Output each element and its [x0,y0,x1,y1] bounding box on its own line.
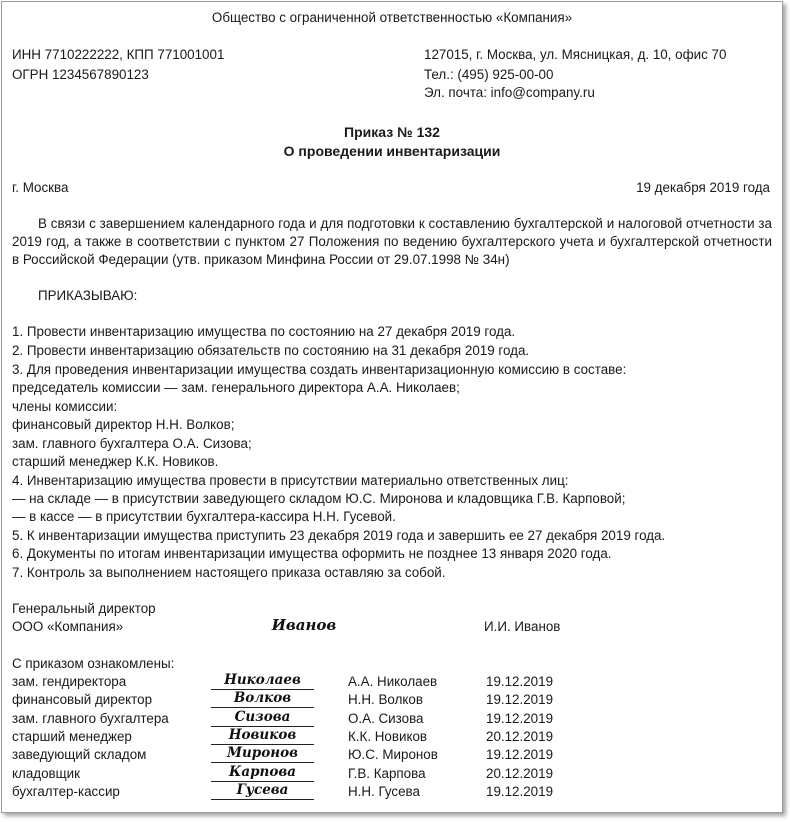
acquainted-position: старший менеджер [12,729,132,744]
employee-signature: Гусева [236,782,289,798]
acquainted-name: Н.Н. Гусева [348,784,420,799]
acquainted-name: А.А. Николаев [348,674,438,689]
ogrn: ОГРН 1234567890123 [12,67,149,82]
acquainted-name: К.К. Новиков [348,729,428,744]
company-email: Эл. почта: info@company.ru [424,85,595,100]
acquainted-date: 19.12.2019 [486,674,554,689]
employee-signature: Волков [233,690,292,706]
order-word: ПРИКАЗЫВАЮ: [38,288,138,303]
order-item: 3. Для проведения инвентаризации имущества создать инвентаризационную комиссию в составе: [12,362,627,377]
acquainted-date: 19.12.2019 [486,711,554,726]
signature-line [211,707,314,708]
acquainted-heading: С приказом ознакомлены: [12,656,175,671]
order-item: 6. Документы по итогам инвентаризации имущества оформить не позднее 13 января 2020 года. [12,546,612,561]
order-item: 1. Провести инвентаризацию имущества по состоянию на 27 декабря 2019 года. [12,324,516,339]
acquainted-position: зам. главного бухгалтера [12,711,169,726]
inn-kpp: ИНН 7710222222, КПП 771001001 [12,47,225,62]
acquainted-name: Н.Н. Волков [348,692,423,707]
acquainted-date: 20.12.2019 [486,766,554,781]
company-address: 127015, г. Москва, ул. Мясницкая, д. 10, офис 70 [424,47,727,62]
order-item: финансовый директор Н.Н. Волков; [12,417,235,432]
signature-line [211,799,314,800]
acquainted-date: 19.12.2019 [486,692,554,707]
director-company: ООО «Компания» [12,619,124,634]
order-item: 4. Инвентаризацию имущества провести в присутствии материально ответственных лиц: [12,473,569,488]
acquainted-date: 19.12.2019 [486,784,554,799]
company-full-name: Общество с ограниченной ответственностью «Компания» [211,10,573,25]
preamble-paragraph: В связи с завершением календарного года и для подготовки к составлению бухгалтерской и налоговой отчетности за 2019 год, а также в соответствии с пунктом 27 Положения по ведению бухгалтерского учета и бухгалтерской отчетности в Российской Федерации (утв. приказом Минфина России от 29.07.1998 № 34н) [12,216,772,267]
company-phone: Тел.: (495) 925-00-00 [424,67,554,82]
order-item: старший менеджер К.К. Новиков. [12,454,219,469]
acquainted-position: финансовый директор [12,692,153,707]
order-subject: О проведении инвентаризации [283,143,501,159]
acquainted-date: 19.12.2019 [486,747,554,762]
acquainted-position: заведующий складом [12,747,147,762]
employee-signature: Новиков [228,727,297,743]
order-number: Приказ № 132 [344,124,440,140]
acquainted-name: О.А. Сизова [348,711,424,726]
acquainted-name: Ю.С. Миронов [348,747,438,762]
order-item: зам. главного бухгалтера О.А. Сизова; [12,436,252,451]
order-date: 19 декабря 2019 года [636,180,770,195]
order-item: — в кассе — в присутствии бухгалтера-кассира Н.Н. Гусевой. [12,509,396,524]
order-item: 2. Провести инвентаризацию обязательств по состоянию на 31 декабря 2019 года. [12,343,530,358]
employee-signature: Миронов [227,745,298,761]
acquainted-position: кладовщик [12,766,80,781]
document-page [1,1,783,813]
order-place: г. Москва [12,180,69,195]
director-name: И.И. Иванов [484,619,561,634]
director-signature: Иванов [271,616,337,634]
order-item: 7. Контроль за выполнением настоящего приказа оставляю за собой. [12,565,446,580]
order-item: — на складе — в присутствии заведующего складом Ю.С. Миронова и кладовщика Г.В. Карповой; [12,491,626,506]
order-item: 5. К инвентаризации имущества приступить 23 декабря 2019 года и завершить ее 27 декабря 2019 года. [12,528,666,543]
acquainted-date: 20.12.2019 [486,729,554,744]
employee-signature: Николаев [224,672,301,688]
acquainted-position: бухгалтер-кассир [12,784,120,799]
order-item: члены комиссии: [12,399,118,414]
director-position: Генеральный директор [12,601,156,616]
acquainted-position: зам. гендиректора [12,674,127,689]
signature-line [211,762,314,763]
employee-signature: Сизова [234,709,291,725]
order-item: председатель комиссии — зам. генерального директора А.А. Николаев; [12,380,460,395]
employee-signature: Карпова [229,764,296,780]
acquainted-name: Г.В. Карпова [348,766,426,781]
